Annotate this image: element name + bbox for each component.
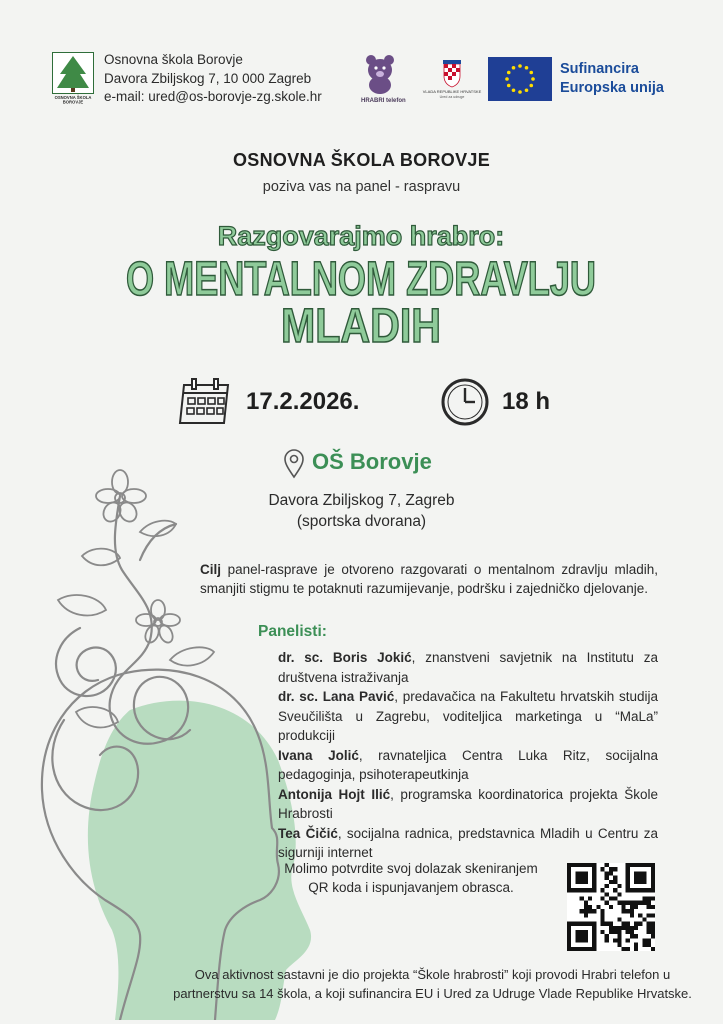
clock-icon bbox=[440, 377, 490, 427]
panelist-name: Antonija Hojt Ilić bbox=[278, 786, 391, 802]
goal-text: panel-rasprave je otvoreno razgovarati o mentalnom zdravlju mladih, smanjiti stigmu te potaknuti razumijevanje, podršku i zajedničko djelovanje. bbox=[200, 562, 658, 596]
panelist-desc: , ravnateljica Centra Luka Ritz, socijalna pedagoginja, psihoterapeutkinja bbox=[278, 747, 658, 782]
eu-flag-icon bbox=[488, 57, 552, 101]
panelist-name: dr. sc. Boris Jokić bbox=[278, 650, 412, 665]
eu-star bbox=[531, 77, 535, 81]
eu-star bbox=[507, 71, 511, 75]
panelist-desc: , programska koordinatorica projekta Škole Hrabrosti bbox=[278, 786, 658, 821]
eu-star bbox=[512, 66, 516, 70]
panelist-name: Tea Čičić bbox=[278, 825, 338, 841]
eu-star bbox=[512, 88, 516, 92]
panelist-item bbox=[278, 687, 658, 746]
school-address-block bbox=[104, 51, 322, 107]
eu-cofinancing-text bbox=[560, 60, 664, 98]
venue-street: Davora Zbiljskog 7, Zagreb bbox=[268, 492, 455, 509]
panelist-item bbox=[278, 746, 658, 785]
school-email-line: e-mail: ured@os-borovje-zg.skole.hr bbox=[104, 89, 322, 104]
headline-line-3: MLADIH bbox=[281, 300, 441, 353]
panelist-item bbox=[278, 648, 658, 687]
eu-star bbox=[529, 71, 533, 75]
school-name-line: Osnovna škola Borovje bbox=[104, 52, 243, 67]
venue-name: OŠ Borovje bbox=[312, 449, 432, 474]
event-time: 18 h bbox=[502, 388, 551, 415]
footer-text: Ova aktivnost sastavni je dio projekta “Škole hrabrosti” koji provodi Hrabri telefon u partnerstvu sa 14 škola, a koji sufinancira EU i Ured za Udruge Vlade Republike Hrvatske. bbox=[173, 967, 692, 1001]
crest-text: VLADA REPUBLIKE HRVATSKE bbox=[422, 89, 482, 94]
page-subtitle: poziva vas na panel - raspravu bbox=[262, 179, 461, 195]
eu-star bbox=[525, 66, 529, 70]
panelist-name: dr. sc. Lana Pavić bbox=[278, 689, 395, 704]
bear-logo-icon bbox=[357, 52, 407, 104]
panelists-heading: Panelisti: bbox=[258, 623, 327, 640]
eu-text-line-1: Sufinancira bbox=[560, 61, 639, 77]
goal-lead: Cilj bbox=[200, 562, 222, 577]
eu-star bbox=[529, 84, 533, 88]
panelist-name: Ivana Jolić bbox=[278, 747, 359, 763]
eu-star bbox=[518, 64, 522, 68]
qr-code-icon[interactable] bbox=[567, 863, 655, 951]
panelists-list bbox=[278, 648, 658, 863]
eu-star bbox=[507, 84, 511, 88]
svg-text:BOROVJE: BOROVJE bbox=[62, 99, 84, 104]
event-date: 17.2.2026. bbox=[246, 388, 360, 415]
headline-line-1: Razgovarajmo hrabro: bbox=[217, 221, 505, 251]
headline-line-2: O MENTALNOM ZDRAVLJU bbox=[126, 253, 596, 306]
eu-star bbox=[525, 88, 529, 92]
crest-subtext: Ured za udruge bbox=[439, 95, 465, 99]
eu-star bbox=[518, 90, 522, 94]
bear-logo-text: HRABRI telefon bbox=[361, 98, 406, 104]
panelist-desc: , predavačica na Fakultetu hrvatskih studija Sveučilišta u Zagrebu, voditeljica marketinga u “MaLa” produkciji bbox=[278, 689, 658, 743]
eu-text-line-2: Europska unija bbox=[560, 80, 664, 96]
page-title: OSNOVNA ŠKOLA BOROVJE bbox=[233, 150, 490, 170]
school-street-line: Davora Zbiljskog 7, 10 000 Zagreb bbox=[104, 70, 312, 86]
event-goal-paragraph bbox=[200, 560, 658, 598]
panelist-item bbox=[278, 785, 658, 824]
croatian-crest-icon bbox=[417, 60, 487, 100]
panelist-desc: , znanstveni savjetnik na Institutu za društvena istraživanja bbox=[278, 650, 658, 685]
school-logo bbox=[52, 52, 94, 104]
eu-star bbox=[505, 77, 509, 81]
panelist-item bbox=[278, 824, 658, 863]
svg-text:OSNOVNA ŠKOLA: OSNOVNA ŠKOLA bbox=[54, 95, 92, 100]
panelist-desc: , socijalna radnica, predstavnica Mladih u Centru za sigurniji internet bbox=[278, 825, 658, 860]
headline bbox=[0, 215, 723, 355]
rsvp-text: Molimo potvrdite svoj dolazak skeniranjem QR koda i ispunjavanjem obrasca. bbox=[284, 861, 538, 895]
venue-room: (sportska dvorana) bbox=[296, 513, 427, 530]
calendar-icon bbox=[176, 377, 234, 427]
